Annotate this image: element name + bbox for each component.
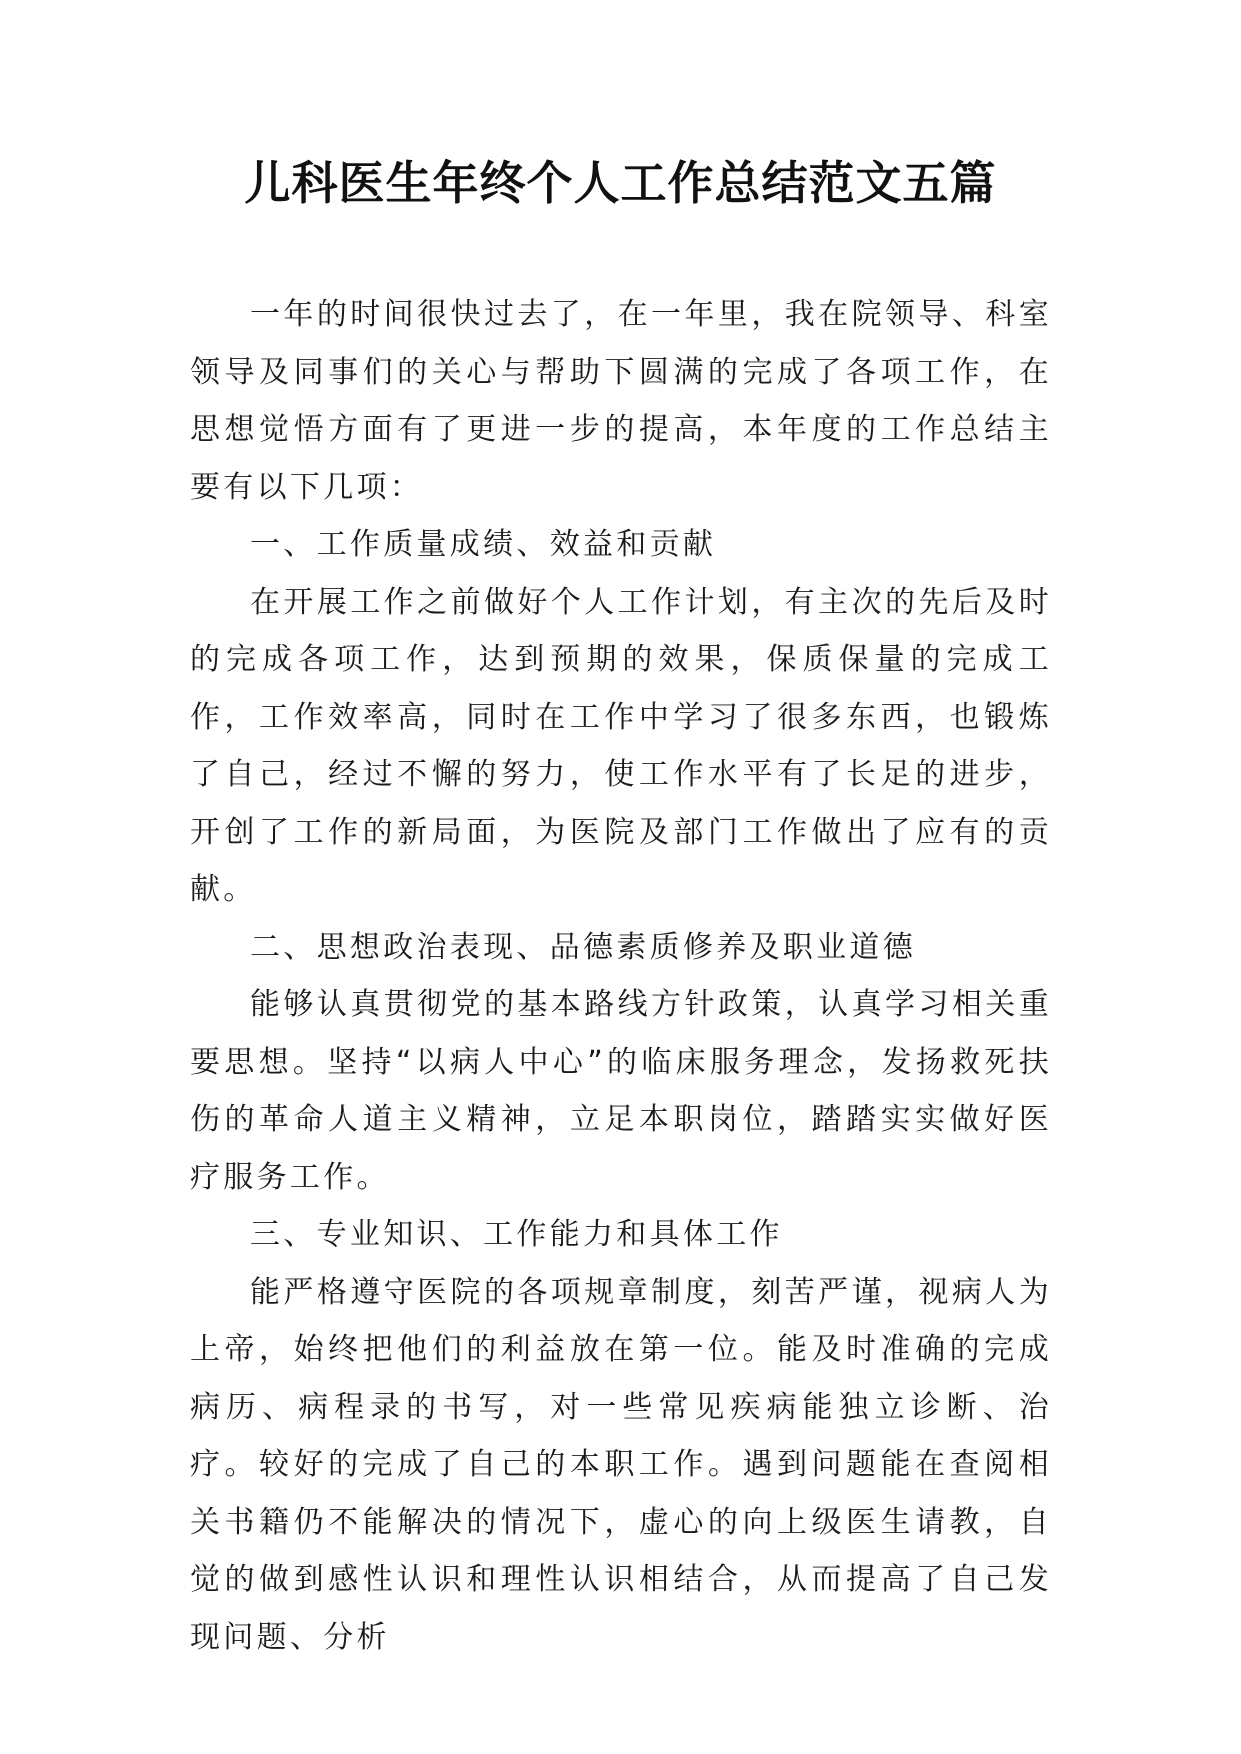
section-heading-1: 一、工作质量成绩、效益和贡献 [250, 527, 717, 562]
section-heading-3: 三、专业知识、工作能力和具体工作 [250, 1217, 783, 1252]
document-title: 儿科医生年终个人工作总结范文五篇 [244, 156, 997, 210]
intro-paragraph: 一年的时间很快过去了，在一年里，我在院领导、科室领导及同事们的关心与帮助下圆满的完成了各项工作，在思想觉悟方面有了更进一步的提高，本年度的工作总结主要有以下几项： [190, 297, 1052, 505]
section-1-paragraph: 在开展工作之前做好个人工作计划，有主次的先后及时的完成各项工作，达到预期的效果，保质保量的完成工作，工作效率高，同时在工作中学习了很多东西，也锻炼了自己，经过不懈的努力，使工作水平有了长足的进步，开创了工作的新局面，为医院及部门工作做出了应有的贡献。 [190, 584, 1052, 907]
section-heading-2: 二、思想政治表现、品德素质修养及职业道德 [250, 929, 916, 965]
document-body [190, 286, 1052, 1666]
section-3-paragraph: 能严格遵守医院的各项规章制度，刻苦严谨，视病人为上帝，始终把他们的利益放在第一位。能及时准确的完成病历、病程录的书写，对一些常见疾病能独立诊断、治疗。较好的完成了自己的本职工作。遇到问题能在查阅相关书籍仍不能解决的情况下，虚心的向上级医生请教，自觉的做到感性认识和理性认识相结合，从而提高了自己发现问题、分析 [190, 1274, 1052, 1655]
section-2-paragraph: 能够认真贯彻党的基本路线方针政策，认真学习相关重要思想。坚持“以病人中心”的临床服务理念，发扬救死扶伤的革命人道主义精神，立足本职岗位，踏踏实实做好医疗服务工作。 [190, 987, 1052, 1195]
